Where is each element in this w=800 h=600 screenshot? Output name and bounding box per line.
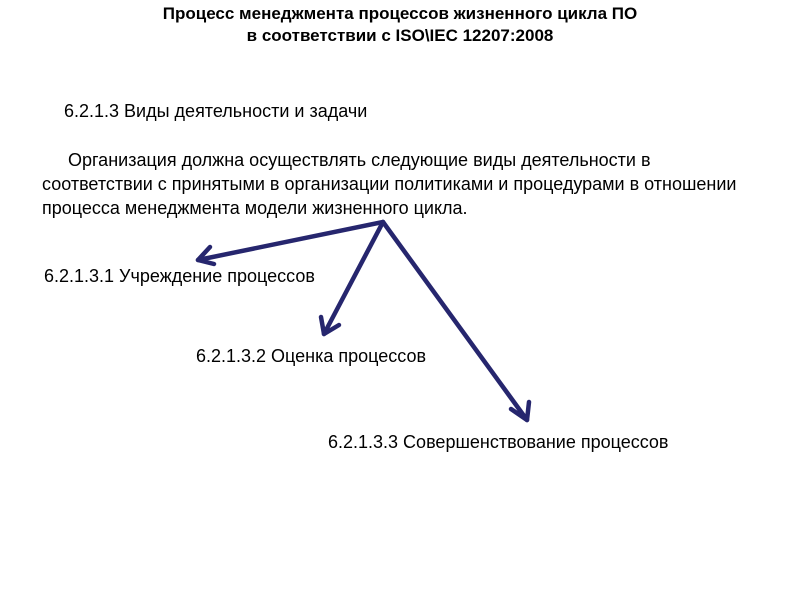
title-line-2: в соответствии с ISO\IEC 12207:2008 <box>246 26 554 45</box>
description-paragraph: Организация должна осуществлять следующие виды деятельности в соответствии с принятыми в организации политиками и процедурами в отношении процесса менеджмента модели жизненного цикла. <box>42 150 737 218</box>
arrow-to-item-2 <box>324 222 383 334</box>
arrow-to-item-3 <box>383 222 527 420</box>
arrow-to-item-1 <box>198 222 383 260</box>
title-line-1: Процесс менеджмента процессов жизненного цикла ПО <box>162 4 638 23</box>
item-process-assessment: 6.2.1.3.2 Оценка процессов <box>196 346 427 366</box>
section-heading: 6.2.1.3 Виды деятельности и задачи <box>64 101 368 121</box>
item-process-improvement: 6.2.1.3.3 Совершенствование процессов <box>328 432 669 452</box>
item-process-establishment: 6.2.1.3.1 Учреждение процессов <box>44 266 315 286</box>
